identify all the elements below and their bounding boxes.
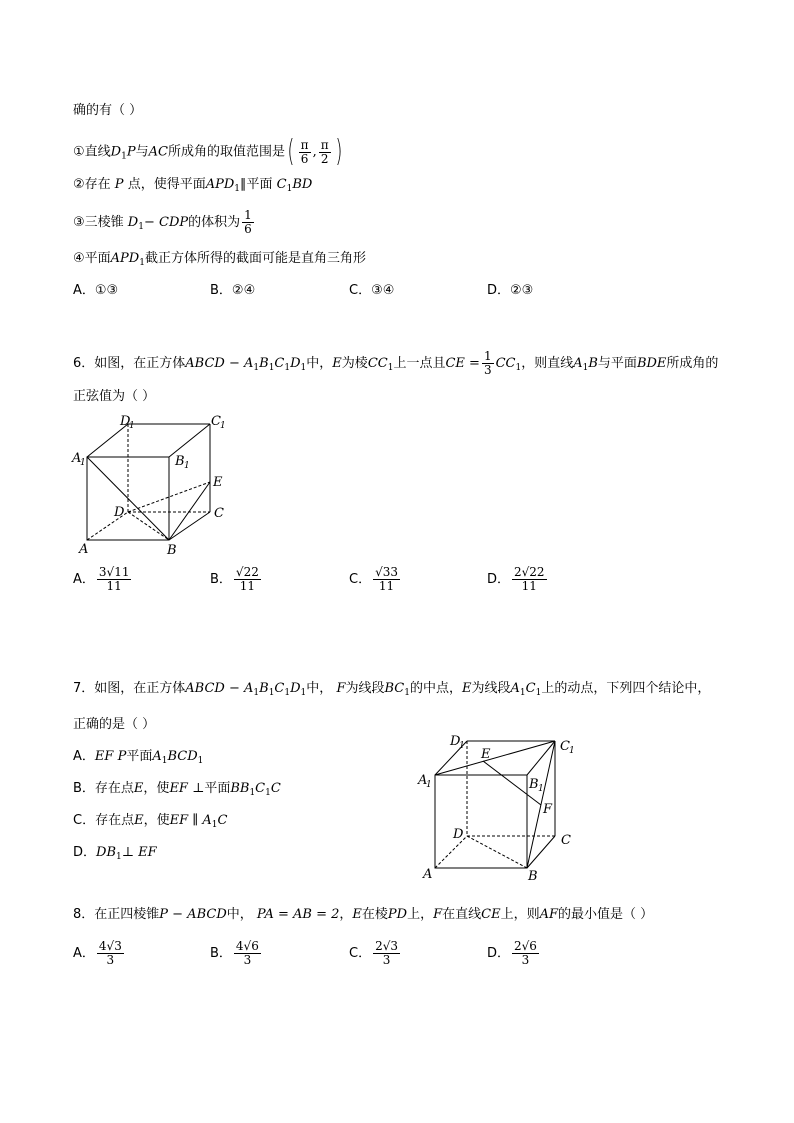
- q7-option-c[interactable]: C．存在点E，使EF ∥ $A_1C$: [73, 813, 228, 830]
- q5-statement-3: ③三棱锥 $D_1-$ CDP的体积为 $\frac{1}{6}$: [73, 208, 252, 236]
- q7-stem: 7．如图，在正方体ABCD − $A_1B_1C_1D_1$中， F为线段$BC_1$的中点，E为线段$A_1C_1$上的动点，下列四个结论中，: [73, 681, 711, 698]
- label-d: D: [114, 505, 125, 520]
- q7-cube-figure: [415, 728, 585, 886]
- q6-option-a[interactable]: A． $\frac{3√11}{11}$: [73, 565, 130, 593]
- label-a: A: [79, 542, 89, 557]
- svg-text:1: 1: [184, 461, 190, 471]
- q5-statement-1: ①直线$D_1P$与AC所成角的取值范围是( $\frac{\pi}{6}$ , $\frac{\pi}{2}$ ): [73, 134, 342, 169]
- label-b: B: [528, 869, 538, 884]
- front-face: [435, 775, 527, 868]
- edge-bc: [527, 836, 555, 868]
- label-f: F: [543, 802, 553, 817]
- q5-statement-2: ②存在 P 点，使得平面$APD_1\parallel$平面 $C_1BD$: [73, 177, 313, 194]
- svg-text:1: 1: [569, 746, 575, 756]
- q6-cube-figure: [70, 412, 230, 562]
- segment-db: [467, 836, 527, 868]
- label-a1: A: [72, 451, 82, 466]
- edge-bc: [169, 512, 210, 540]
- q6-stem: 6．如图，在正方体ABCD − $A_1B_1C_1D_1$中，E为棱$CC_1$上一点且CE = $\frac{1}{3}$ $CC_1$，则直线$A_1B$与平面BDE所成角的: [73, 349, 719, 377]
- label-e: E: [481, 747, 491, 762]
- svg-text:1: 1: [426, 780, 432, 790]
- q8-option-b[interactable]: B． $\frac{4√6}{3}$: [210, 939, 259, 967]
- label-d: D: [453, 827, 464, 842]
- q6-option-d[interactable]: D． $\frac{2√22}{11}$: [487, 565, 545, 593]
- edge-b1c1: [169, 424, 210, 457]
- q5-statement-4: ④平面$APD_1$截正方体所得的截面可能是直角三角形: [73, 251, 366, 268]
- segment-db: [128, 512, 169, 540]
- q5-option-d[interactable]: D．②③: [487, 283, 534, 298]
- label-c: C: [561, 833, 571, 848]
- label-b: B: [167, 543, 177, 558]
- svg-text:1: 1: [80, 458, 86, 468]
- svg-text:1: 1: [538, 784, 544, 794]
- svg-text:1: 1: [220, 421, 226, 431]
- q8-option-c[interactable]: C． $\frac{2√3}{3}$: [349, 939, 398, 967]
- q7-option-a[interactable]: A．EF P平面$A_1BCD_1$: [73, 749, 204, 766]
- q6-option-b[interactable]: B． $\frac{√22}{11}$: [210, 565, 259, 593]
- q7-option-d[interactable]: D．$DB_1\perp$ EF: [73, 845, 157, 862]
- label-a1: A: [418, 773, 428, 788]
- label-b1: B: [529, 777, 539, 792]
- label-c1: C: [560, 739, 570, 754]
- q6-option-c[interactable]: C． $\frac{√33}{11}$: [349, 565, 398, 593]
- label-a: A: [423, 867, 433, 882]
- q5-option-c[interactable]: C．③④: [349, 283, 395, 298]
- svg-text:1: 1: [129, 421, 135, 431]
- q6-stem-line-2: 正弦值为（ ）: [73, 389, 156, 404]
- q7-option-b[interactable]: B．存在点E，使EF ⊥平面$BB_1C_1C$: [73, 781, 281, 798]
- label-e: E: [213, 475, 223, 490]
- q5-option-b[interactable]: B．②④: [210, 283, 256, 298]
- label-b1: B: [175, 454, 185, 469]
- q8-option-d[interactable]: D． $\frac{2√6}{3}$: [487, 939, 537, 967]
- q5-continuation: 确的有（ ）: [73, 103, 143, 118]
- label-d1: D: [450, 734, 461, 749]
- q7-stem-line-2: 正确的是（ ）: [73, 717, 156, 732]
- q8-option-a[interactable]: A． $\frac{4√3}{3}$: [73, 939, 122, 967]
- q8-stem: 8．在正四棱锥P − ABCD中， PA = AB = 2，E在棱PD上，F在直线CE上，则AF的最小值是（ ）: [73, 907, 654, 922]
- label-c1: C: [211, 414, 221, 429]
- q5-option-a[interactable]: A．①③: [73, 283, 119, 298]
- segment-be: [169, 482, 210, 540]
- label-c: C: [214, 506, 224, 521]
- svg-text:1: 1: [459, 741, 465, 751]
- label-d1: D: [120, 414, 131, 429]
